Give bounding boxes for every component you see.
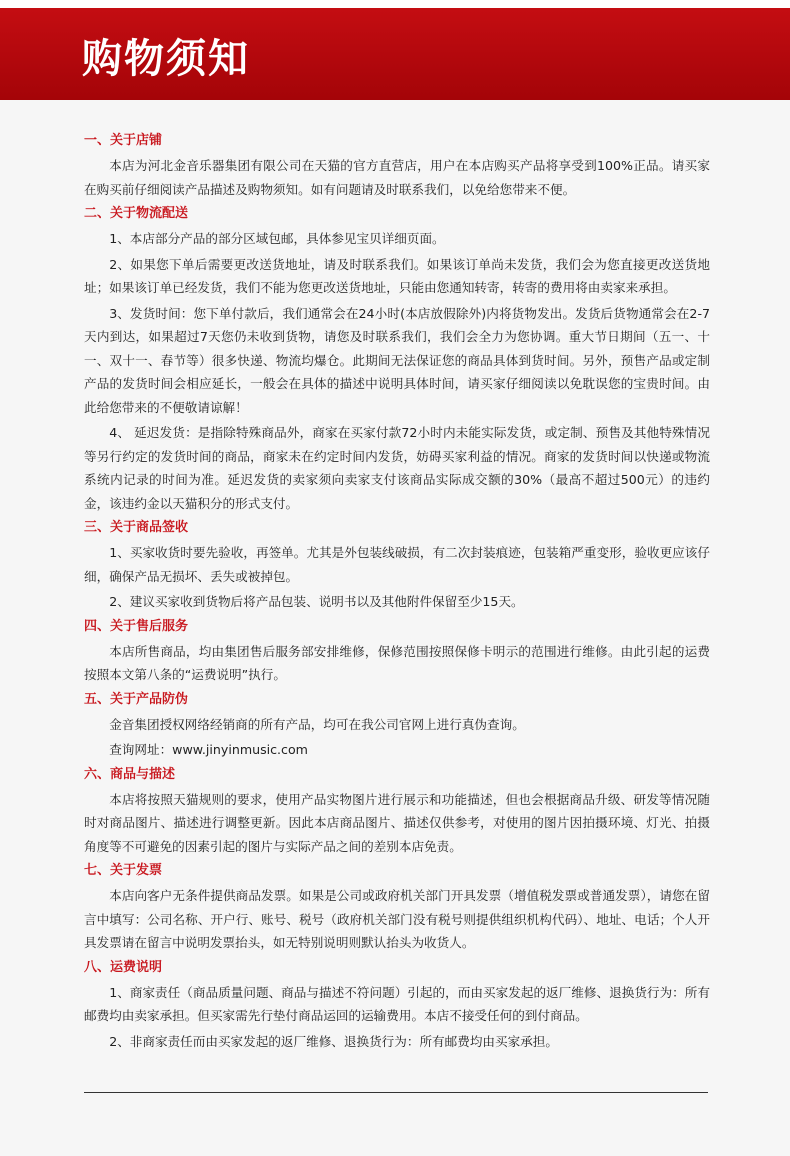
section-title: 七、关于发票 (84, 863, 163, 878)
footer-divider (84, 1092, 708, 1093)
header-banner (0, 8, 790, 100)
paragraph: 1、本店部分产品的部分区域包邮，具体参见宝贝详细页面。 (109, 231, 445, 246)
section-description (84, 764, 710, 859)
section-shipping-cost (84, 957, 710, 1054)
section-title: 一、关于店铺 (84, 133, 163, 148)
page-title: 购物须知 (82, 36, 250, 82)
paragraph: 1、商家责任（商品质量问题、商品与描述不符问题）引起的，而由买家发起的返厂维修、退换货行为：所有邮费均由卖家承担。但买家需先行垫付商品运回的运输费用。本店不接受任何的到付商品。 (84, 984, 710, 1023)
section-title: 五、关于产品防伪 (84, 691, 189, 707)
query-url: 查询网址：www.jinyinmusic.com (109, 742, 308, 757)
paragraph: 本店将按照天猫规则的要求，使用产品实物图片进行展示和功能描述，但也会根据商品升级、研发等情况随时对商品图片、描述进行调整更新。因此本店商品图片、描述仅供参考，对使用的图片因拍摄环境、灯光、拍摄角度等不可避免的因素引起的图片与实际产品之间的差别本店免责。 (84, 791, 710, 854)
paragraph: 金音集团授权网络经销商的所有产品，均可在我公司官网上进行真伪查询。 (109, 716, 525, 732)
paragraph: 3、发货时间：您下单付款后，我们通常会在24小时(本店放假除外)内将货物发出。发货后货物通常会在2-7天内到达，如果超过7天您仍未收到货物，请您及时联系我们，我们会全力为您协调。重大节日期间（五一、十一、双十一、春节等）很多快递、物流均爆仓。此期间无法保证您的商品具体到货时间。另外，预售产品或定制产品的发货时间会相应延长，一般会在具体的描述中说明具体时间，请买家仔细阅读以免耽误您的宝贵时间。由此给您带来的不便敬请谅解！ (84, 305, 710, 415)
top-margin (0, 0, 790, 8)
section-title: 四、关于售后服务 (84, 618, 189, 634)
section-anti-counterfeit (84, 689, 710, 762)
paragraph: 本店为河北金音乐器集团有限公司在天猫的官方直营店，用户在本店购买产品将享受到100%正品。请买家在购买前仔细阅读产品描述及购物须知。如有问题请及时联系我们，以免给您带来不便。 (84, 158, 710, 197)
section-title: 六、商品与描述 (84, 766, 176, 782)
paragraph: 2、建议买家收到货物后将产品包装、说明书以及其他附件保留至少15天。 (109, 594, 524, 609)
section-receipt (84, 517, 710, 614)
section-title: 八、运费说明 (84, 959, 163, 975)
section-title: 三、关于商品签收 (84, 520, 189, 535)
paragraph: 本店向客户无条件提供商品发票。如果是公司或政府机关部门开具发票（增值税发票或普通发票），请您在留言中填写：公司名称、开户行、账号、税号（政府机关部门没有税号则提供组织机构代码）、地址、电话；个人开具发票请在留言中说明发票抬头，如无特别说明则默认抬头为收货人。 (84, 888, 710, 950)
section-store (84, 130, 710, 201)
paragraph: 2、如果您下单后需要更改送货地址，请及时联系我们。如果该订单尚未发货，我们会为您直接更改送货地址；如果该订单已经发货，我们不能为您更改送货地址，只能由您通知转寄，转寄的费用将由卖家来承担。 (84, 256, 710, 295)
paragraph: 2、非商家责任而由买家发起的返厂维修、退换货行为：所有邮费均由买家承担。 (109, 1033, 558, 1049)
section-after-sales (84, 616, 710, 687)
paragraph: 4、 延迟发货：是指除特殊商品外，商家在买家付款72小时内未能实际发货，或定制、预售及其他特殊情况等另行约定的发货时间的商品，商家未在约定时间内发货，妨碍买家利益的情况。商家的发货时间以快递或物流系统内记录的时间为准。延迟发货的卖家须向卖家支付该商品实际成交额的30%（最高不超过500元）的违约金，该违约金以天猫积分的形式支付。 (84, 425, 710, 511)
paragraph: 1、买家收货时要先验收，再签单。尤其是外包装线破损，有二次封装痕迹，包装箱严重变形，验收更应该仔细，确保产品无损坏、丢失或被掉包。 (84, 545, 710, 584)
paragraph: 本店所售商品，均由集团售后服务部安排维修，保修范围按照保修卡明示的范围进行维修。由此引起的运费按照本文第八条的“运费说明”执行。 (84, 643, 710, 682)
notice-content (84, 130, 710, 1055)
section-invoice (84, 860, 710, 955)
section-title: 二、关于物流配送 (84, 206, 189, 221)
section-logistics (84, 203, 710, 515)
